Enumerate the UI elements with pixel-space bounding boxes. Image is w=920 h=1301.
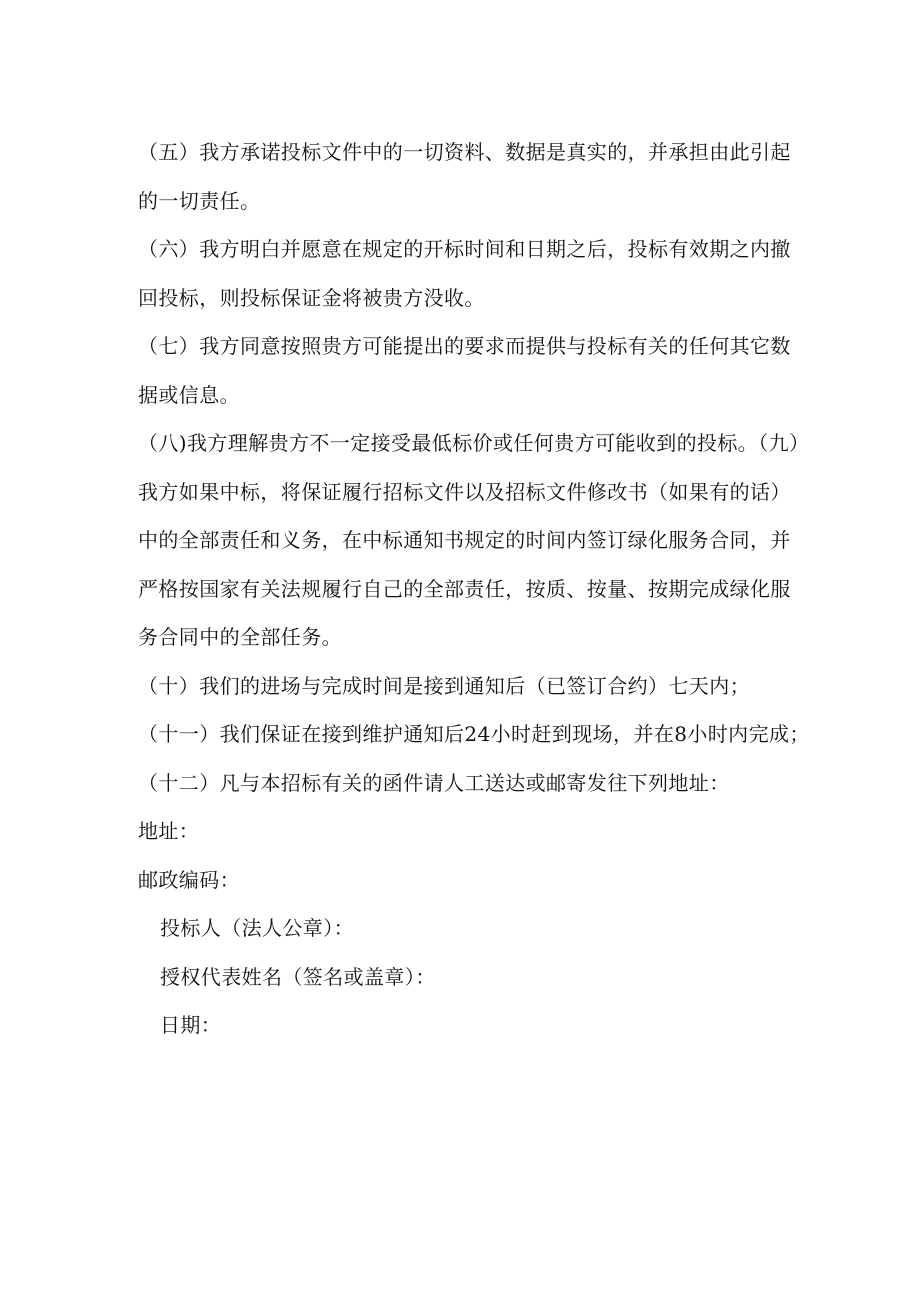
date-label: 日期： <box>160 1013 222 1037</box>
clause-9-line-3: 严格按国家有关法规履行自己的全部责任，按质、按量、按期完成绿化服 <box>138 576 791 601</box>
clause-9-line-1: 我方如果中标，将保证履行招标文件以及招标文件修改书（如果有的话） <box>138 479 791 504</box>
clause-8-line-1: （八)我方理解贵方不一定接受最低标价或任何贵方可能收到的投标。（九） <box>138 431 810 455</box>
clause-5-line-1: （五）我方承诺投标文件中的一切资料、数据是真实的，并承担由此引起 <box>138 140 791 164</box>
clause-5-line-2: 的一切责任。 <box>138 188 261 213</box>
postal-code-label: 邮政编码： <box>138 867 240 892</box>
clause-11: （十一）我们保证在接到维护通知后24小时赶到现场，并在8小时内完成； <box>138 722 810 746</box>
clause-7-line-2: 据或信息。 <box>138 382 240 407</box>
document-body <box>138 128 810 1050</box>
bidder-seal-label: 投标人（法人公章）： <box>160 916 354 940</box>
clause-7-line-1: （七）我方同意按照贵方可能提出的要求而提供与投标有关的任何其它数 <box>138 334 791 358</box>
clause-10: （十）我们的进场与完成时间是接到通知后（已签订合约）七天内； <box>138 673 750 698</box>
authorized-representative-label: 授权代表姓名（签名或盖章）： <box>160 964 436 989</box>
address-label: 地址： <box>138 819 200 843</box>
clause-6-line-2: 回投标，则投标保证金将被贵方没收。 <box>138 285 485 310</box>
clause-12: （十二）凡与本招标有关的函件请人工送达或邮寄发往下列地址： <box>138 770 730 795</box>
clause-9-line-2: 中的全部责任和义务，在中标通知书规定的时间内签订绿化服务合同，并 <box>138 528 791 552</box>
clause-6-line-1: （六）我方明白并愿意在规定的开标时间和日期之后，投标有效期之内撤 <box>138 237 791 261</box>
clause-9-line-4: 务合同中的全部任务。 <box>138 625 342 649</box>
